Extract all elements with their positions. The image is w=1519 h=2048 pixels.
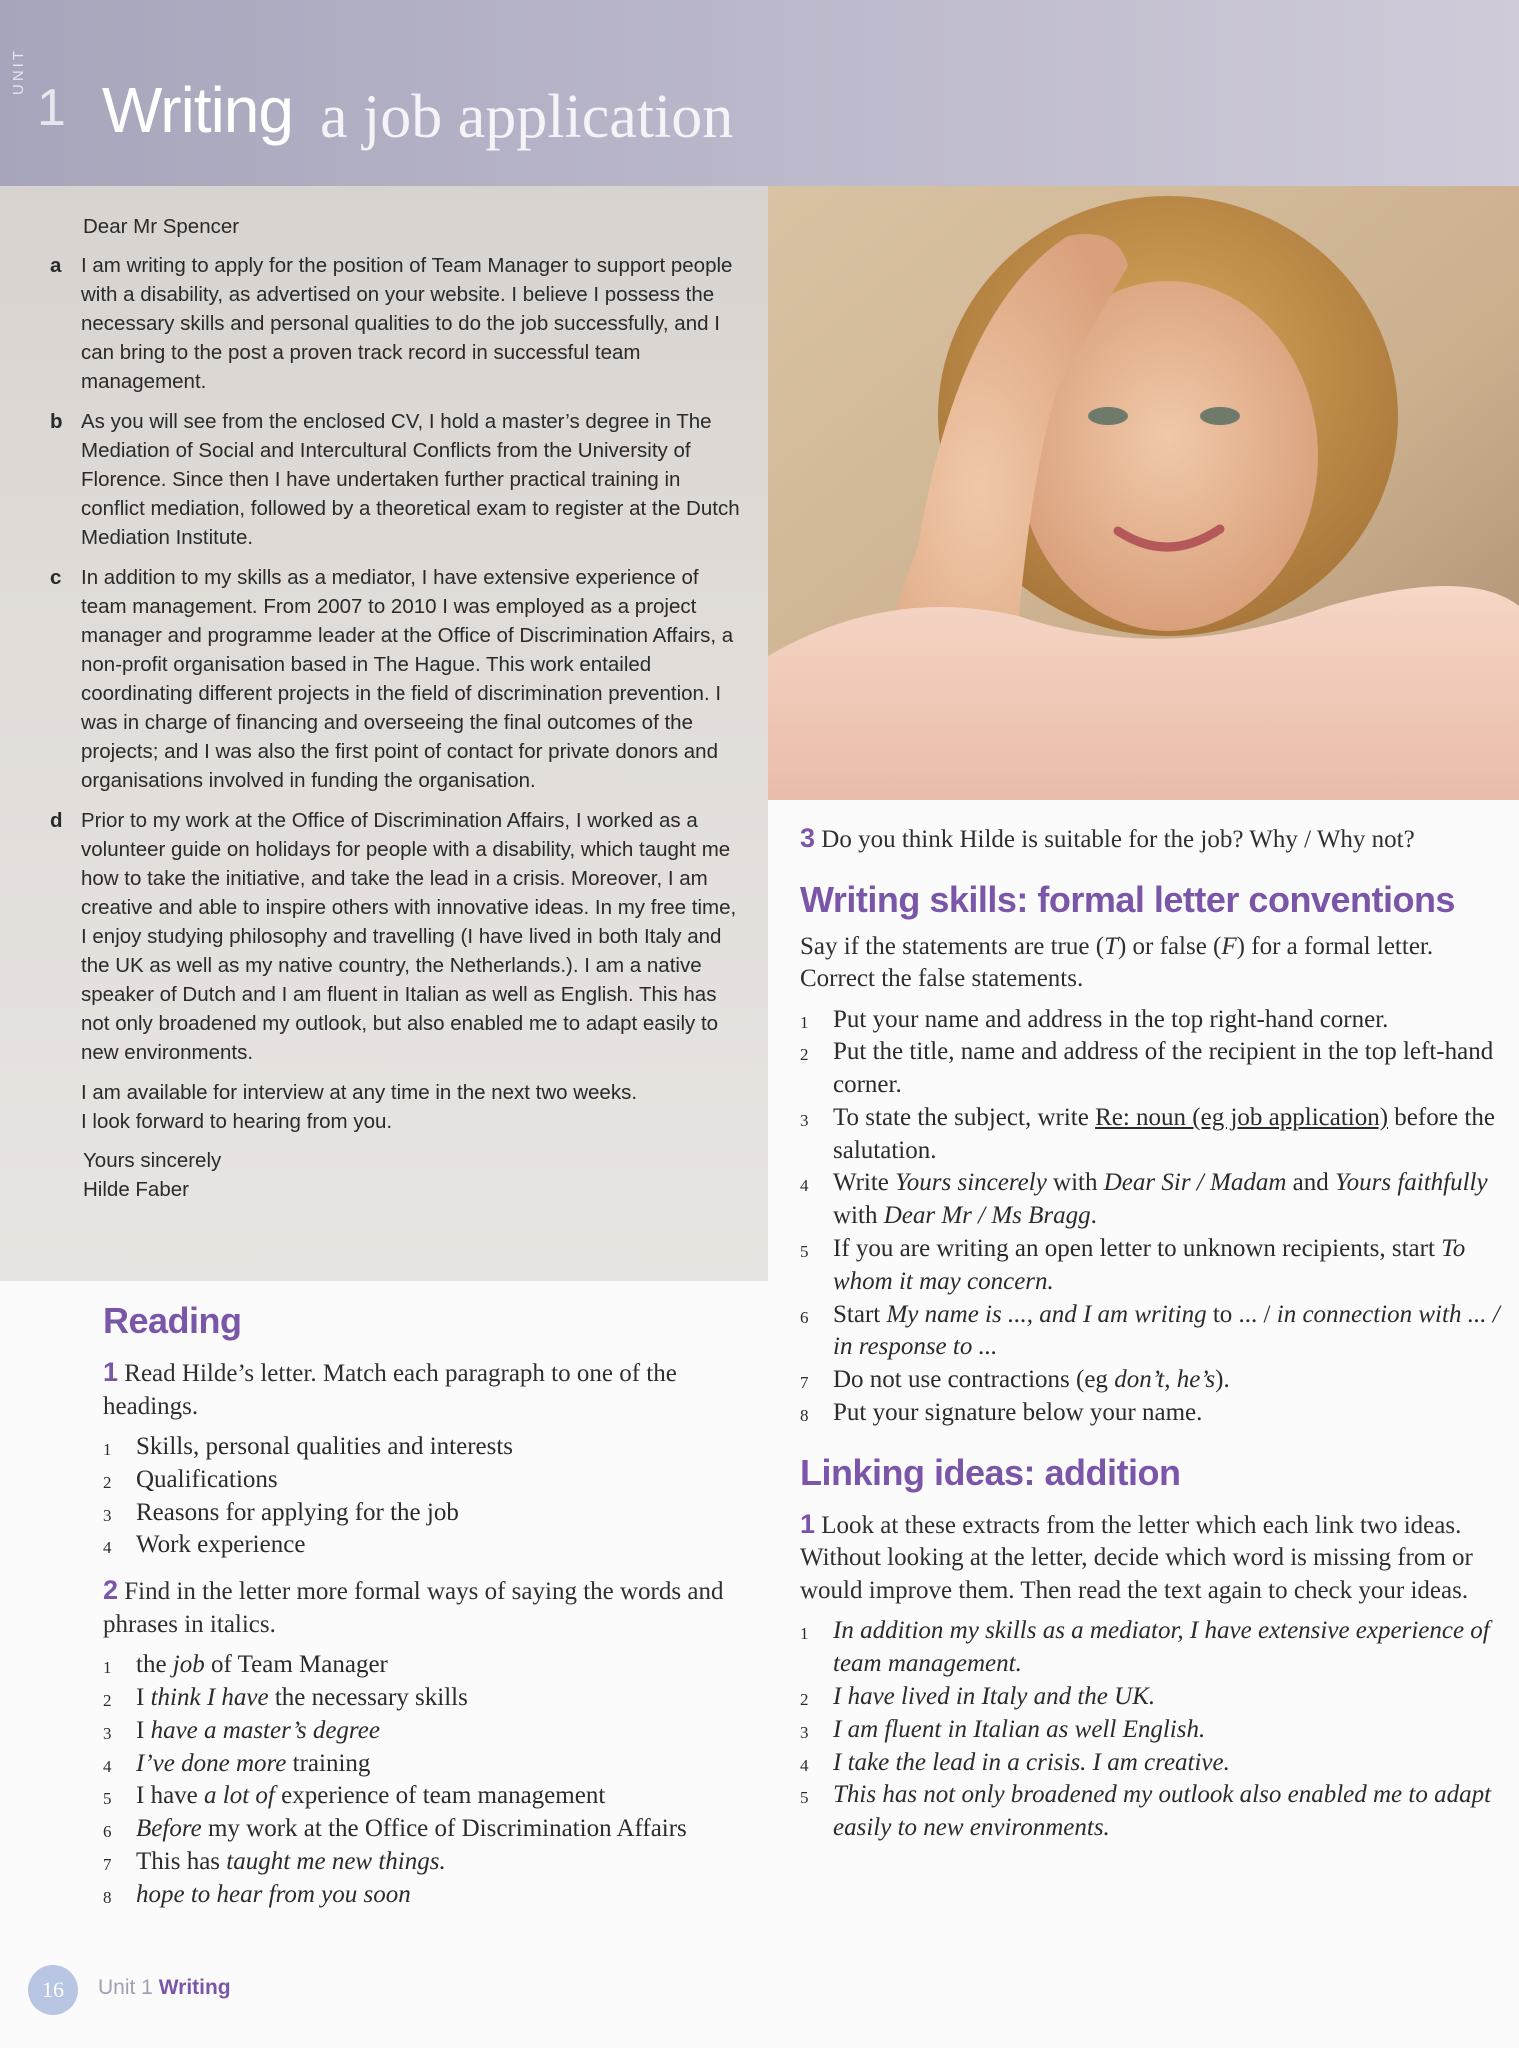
letter-salutation: Dear Mr Spencer [83, 215, 240, 238]
paragraph-label: d [50, 809, 63, 832]
left-eye [1088, 407, 1128, 425]
paragraph-text: I am writing to apply for the position of Team Manager to support people with a disability, as advertised on your website. I believe I possess the necessary skills and personal qualities to do the job successfully, and I can bring to the post a proven track record in successful team management. [81, 254, 733, 393]
list-item: 3 I am fluent in Italian as well English. [800, 1715, 1206, 1743]
question-number: 3 [800, 823, 816, 853]
conventions-list [800, 1004, 1500, 1430]
list-item: 6 Start My name is ..., and I am writing to ... / in connection with ... / in response to ... [800, 1300, 1500, 1361]
page-title-writing: Writing [102, 74, 293, 146]
phrases-list [103, 1649, 763, 1911]
list-item: 1 In addition my skills as a mediator, I have extensive experience of team management. [800, 1617, 1490, 1678]
letter-paragraph-b [50, 407, 741, 552]
unit-number: 1 [37, 79, 66, 137]
list-item: 1 Skills, personal qualities and interests [103, 1433, 514, 1460]
list-item: 2 I have lived in Italy and the UK. [800, 1682, 1156, 1710]
paragraph-label: a [50, 254, 62, 277]
page-header [0, 0, 1519, 186]
paragraph-label: c [50, 566, 62, 589]
list-item: 1 Put your name and address in the top right-hand corner. [800, 1005, 1389, 1033]
headings-list [103, 1431, 763, 1562]
writing-skills-heading: Writing skills: formal letter conventions [800, 878, 1455, 920]
question-text: Do you think Hilde is suitable for the job? Why / Why not? [821, 826, 1415, 853]
question-3 [800, 822, 1500, 857]
reading-section [103, 1300, 763, 1912]
list-item: 8 hope to hear from you soon [103, 1880, 411, 1908]
question-text: Read Hilde’s letter. Match each paragraph to one of the headings. [103, 1360, 677, 1420]
list-item: 5 I have a lot of experience of team management [103, 1782, 606, 1810]
signoff-phrase: Yours sincerely [83, 1149, 222, 1172]
paragraph-label: b [50, 410, 63, 433]
question-number: 2 [103, 1575, 119, 1606]
question-text: Find in the letter more formal ways of saying the words and phrases in italics. [103, 1578, 724, 1638]
list-item: 2 I think I have the necessary skills [103, 1683, 468, 1711]
letter-signoff [83, 1146, 760, 1204]
list-item: 2 Put the title, name and address of the recipient in the top left-hand corner. [800, 1038, 1494, 1099]
list-item: 4 I take the lead in a crisis. I am creative. [800, 1748, 1230, 1776]
closing-line: I am available for interview at any time in the next two weeks. [81, 1081, 638, 1104]
list-item: 5 If you are writing an open letter to unknown recipients, start To whom it may concern. [800, 1235, 1466, 1295]
extracts-list [800, 1615, 1500, 1845]
right-column [800, 822, 1500, 1845]
linking-question-1 [800, 1508, 1500, 1608]
list-item: 7 Do not use contractions (eg don’t, he’s). [800, 1366, 1230, 1394]
list-item: 2 Qualifications [103, 1465, 278, 1493]
list-item: 4 Work experience [103, 1531, 306, 1559]
list-item: 6 Before my work at the Office of Discrimination Affairs [103, 1815, 687, 1843]
signature-name: Hilde Faber [83, 1178, 189, 1201]
list-item: 5 This has not only broadened my outlook also enabled me to adapt easily to new environments. [800, 1781, 1492, 1842]
letter-paragraph-c [50, 563, 741, 795]
right-eye [1200, 407, 1240, 425]
question-number: 1 [800, 1508, 816, 1539]
letter-paragraph-d [50, 806, 741, 1067]
application-letter [0, 212, 760, 1204]
reading-question-1 [103, 1356, 763, 1423]
list-item: 3 To state the subject, write Re: noun (eg job application) before the salutation. [800, 1103, 1495, 1164]
list-item: 3 Reasons for applying for the job [103, 1498, 459, 1526]
question-number: 1 [103, 1357, 119, 1387]
page-number: 16 [28, 1965, 78, 2015]
letter-paragraph-a [50, 251, 741, 396]
linking-heading: Linking ideas: addition [800, 1451, 1181, 1493]
unit-tag: UNIT [10, 48, 27, 95]
list-item: 8 Put your signature below your name. [800, 1399, 1203, 1427]
paragraph-text: Prior to my work at the Office of Discrimination Affairs, I worked as a volunteer guide on holidays for people with a disability, which taught me how to take the initiative, and take the lead in a crisis. Moreover, I am creative and able to inspire others with innovative ideas. In my free time, I enjoy studying philosophy and travelling (I have lived in both Italy and the UK as well as my native country, the Netherlands.). I am a native speaker of Dutch and I am fluent in Italian as well as English. This has not only broadened my outlook, but also enabled me to adapt easily to new environments. [81, 809, 737, 1064]
list-item: 1 the job of Team Manager [103, 1651, 388, 1679]
writing-skills-intro: Say if the statements are true (T) or false (F) for a formal letter. Correct the false statements. [800, 932, 1434, 992]
paragraph-text: As you will see from the enclosed CV, I hold a master’s degree in The Mediation of Social and Intercultural Conflicts from the University of Florence. Since then I have undertaken further practical training in conflict mediation, followed by a theoretical exam to register at the Dutch Mediation Institute. [81, 410, 740, 549]
list-item: 4 I’ve done more training [103, 1749, 371, 1777]
list-item: 4 Write Yours sincerely with Dear Sir / Madam and Yours faithfully with Dear Mr / Ms Bragg. [800, 1169, 1488, 1230]
question-text: Look at these extracts from the letter which each link two ideas. Without looking at the letter, decide which word is missing from or would improve them. Then read the text again to check your ideas. [800, 1511, 1473, 1604]
letter-closing [81, 1078, 760, 1136]
footer-label: Unit 1 Writing [98, 1976, 231, 1999]
reading-heading: Reading [103, 1300, 242, 1341]
candidate-photo [768, 186, 1519, 800]
closing-line: I look forward to hearing from you. [81, 1110, 393, 1133]
list-item: 7 This has taught me new things. [103, 1847, 446, 1875]
page-title-subject: a job application [320, 83, 734, 151]
paragraph-text: In addition to my skills as a mediator, I have extensive experience of team management. From 2007 to 2010 I was employed as a project manager and programme leader at the Office of Discrimination Affairs, a non-profit organisation based in The Hague. This work entailed coordinating different projects in the field of discrimination prevention. I was in charge of financing and overseeing the final outcomes of the projects; and I was also the first point of contact for private donors and organisations involved in funding the organisation. [81, 566, 734, 792]
reading-question-2 [103, 1574, 763, 1641]
list-item: 3 I have a master’s degree [103, 1716, 380, 1744]
